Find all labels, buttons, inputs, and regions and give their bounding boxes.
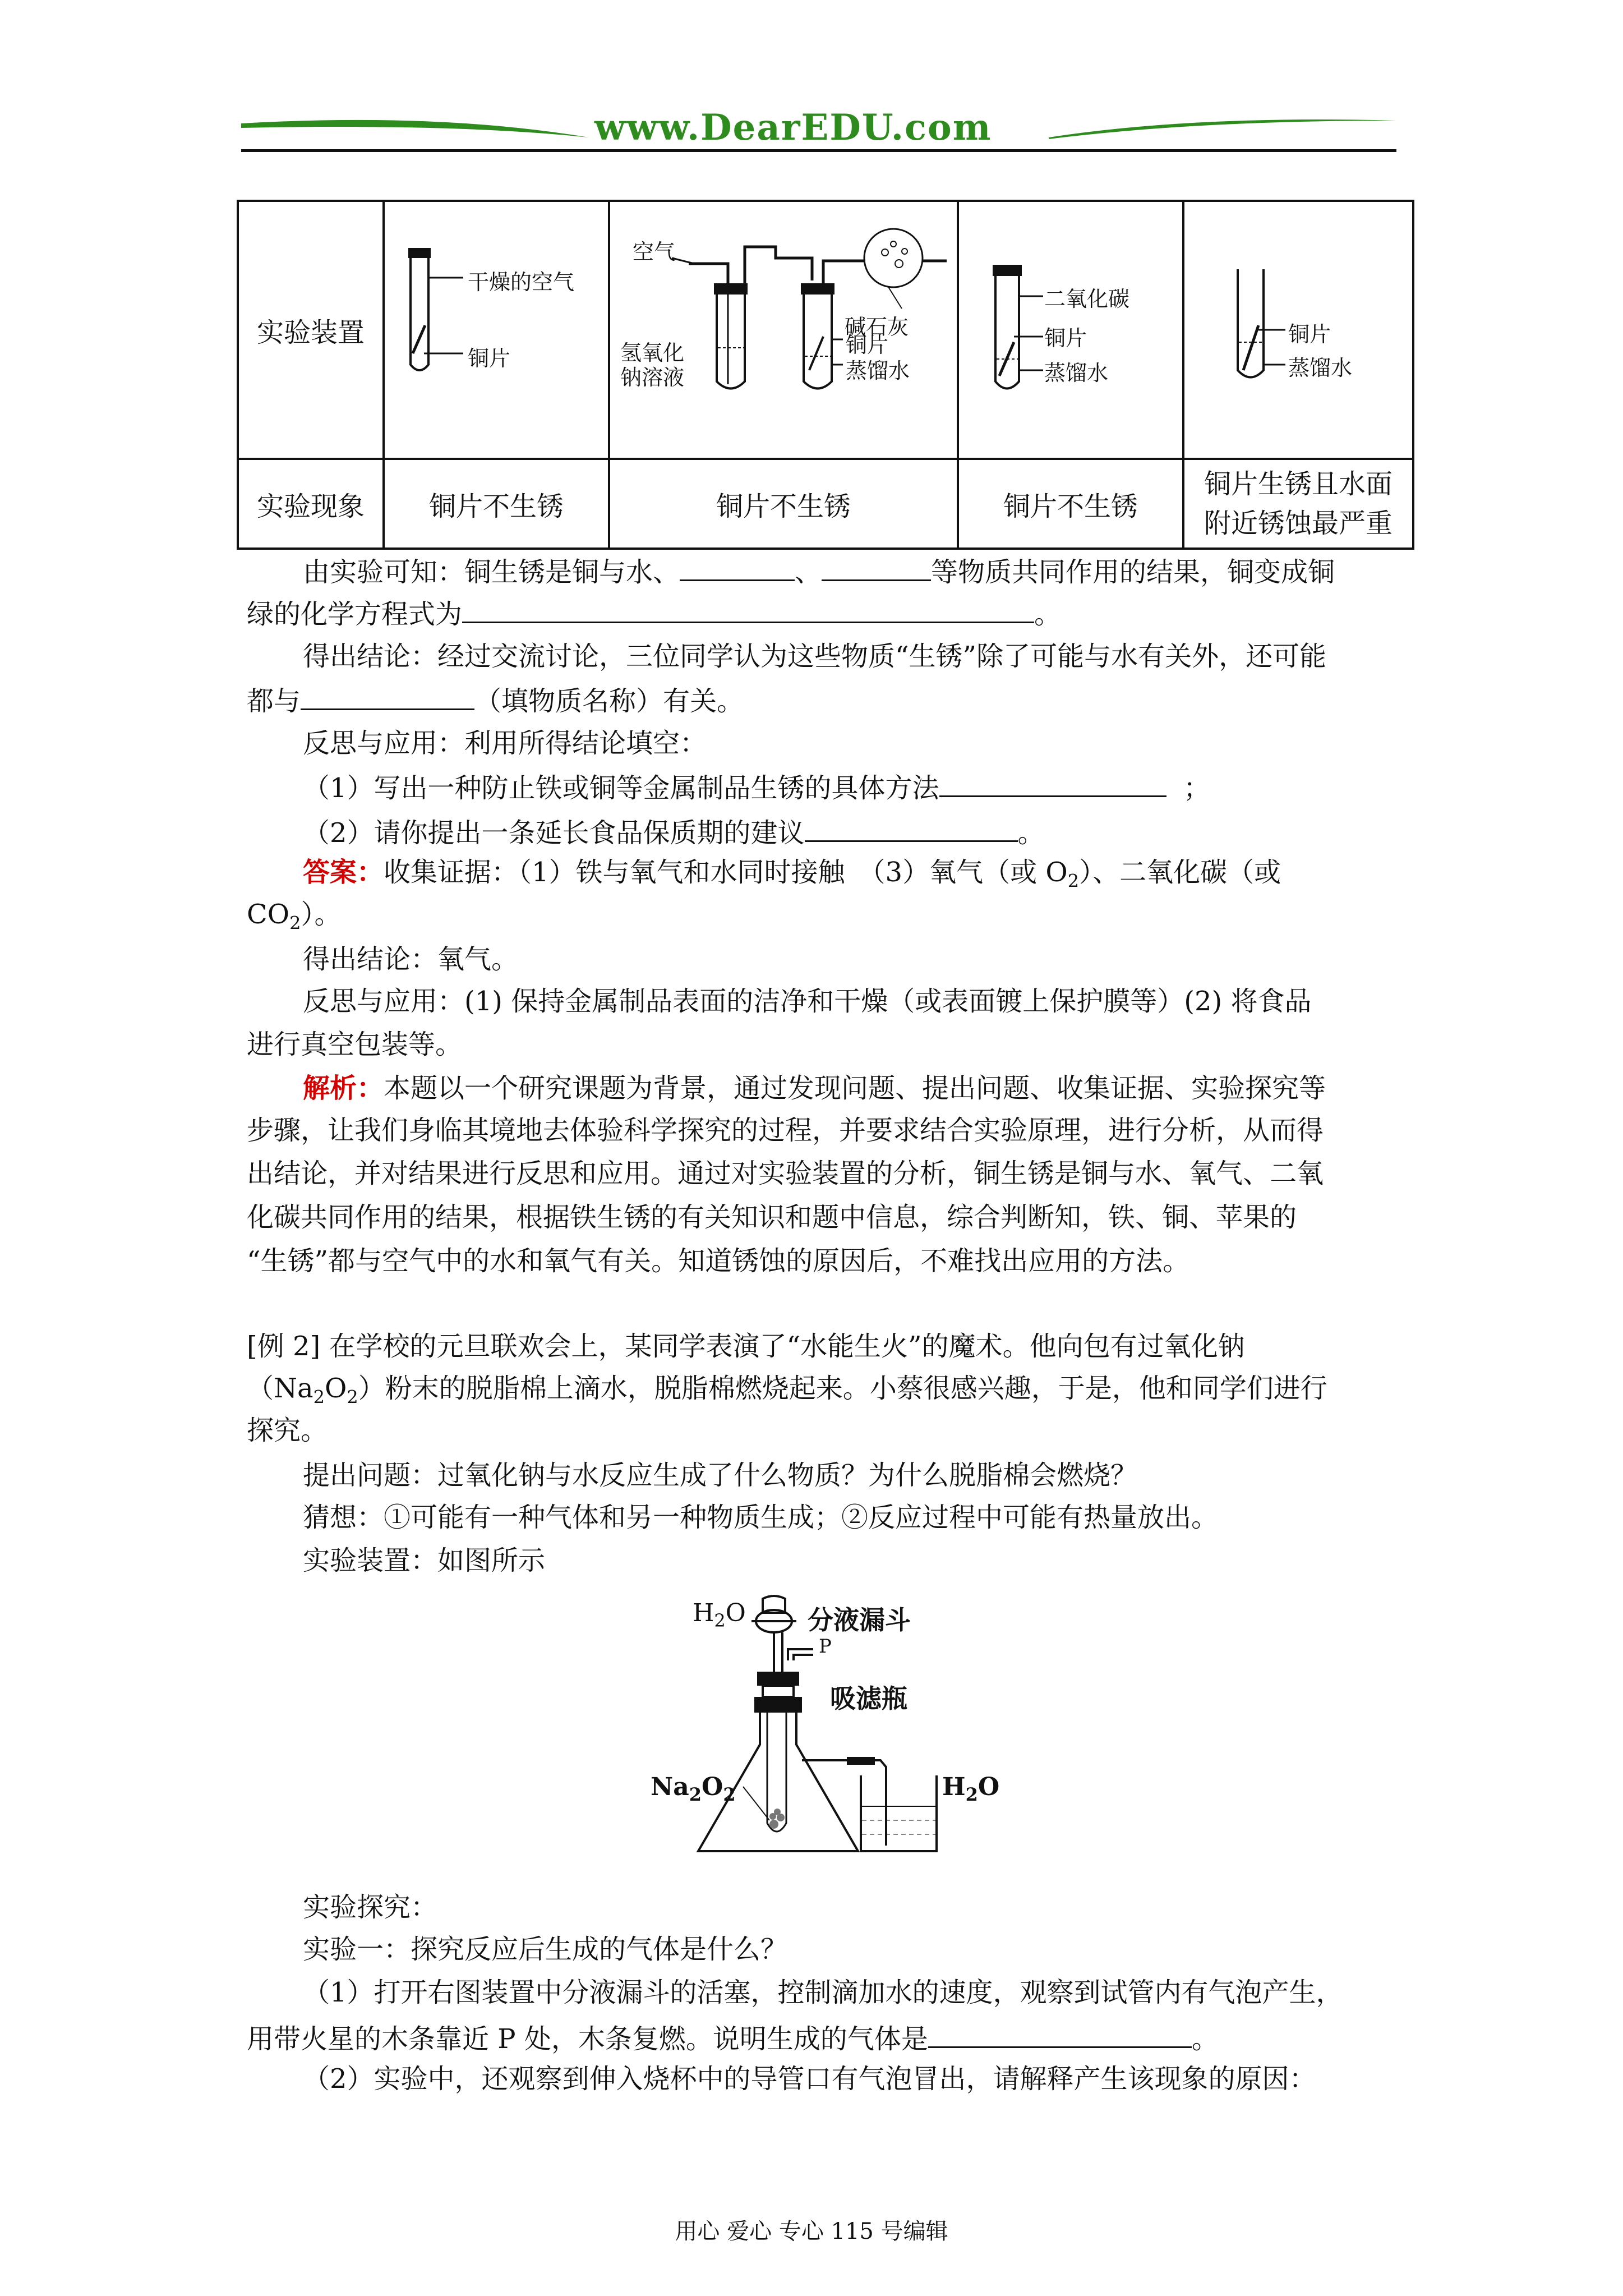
example-2-line-1: [例 2] 在学校的元旦联欢会上，某同学表演了“水能生火”的魔术。他向包有过氧化钠 xyxy=(247,1331,1245,1362)
para-3: 反思与应用：利用所得结论填空： xyxy=(303,728,707,759)
test-tube-dry-air-icon xyxy=(385,202,608,460)
analysis-line-2: 步骤，让我们身临其境地去体验科学探究的过程，并要求结合实验原理，进行分析，从而得 xyxy=(247,1115,1324,1146)
analysis-label: 解析： xyxy=(303,1073,384,1104)
label-air: 空气 xyxy=(633,240,676,264)
label-water-3: 蒸馏水 xyxy=(1044,361,1109,385)
label-co2: 二氧化碳 xyxy=(1044,287,1130,311)
label-naoh-2: 钠溶液 xyxy=(620,365,685,390)
explore-line: 实验探究： xyxy=(303,1892,438,1923)
label-filter-flask: 吸滤瓶 xyxy=(830,1683,907,1714)
site-header-text[interactable]: www.DearEDU.com xyxy=(594,107,992,149)
para-5: （2）请你提出一条延长食品保质期的建议 。 xyxy=(303,813,1045,850)
label-p: P xyxy=(819,1635,832,1658)
label-separatory-funnel: 分液漏斗 xyxy=(808,1605,911,1635)
apparatus-line: 实验装置：如图所示 xyxy=(303,1545,546,1576)
row-label-phenomenon: 实验现象 xyxy=(238,459,384,549)
label-copper-2: 铜片 xyxy=(846,333,889,357)
label-copper-1: 铜片 xyxy=(468,346,511,371)
label-dry-air: 干燥的空气 xyxy=(468,270,575,295)
para-2-line-2: 都与 （填物质名称）有关。 xyxy=(247,682,744,718)
experiment-table xyxy=(237,200,1414,550)
question-line: 提出问题：过氧化钠与水反应生成了什么物质？为什么脱脂棉会燃烧？ xyxy=(303,1460,1138,1491)
label-naoh-1: 氢氧化 xyxy=(620,341,685,365)
row-label-apparatus: 实验装置 xyxy=(238,201,384,459)
experiment-1-step-1b: 用带火星的木条靠近 P 处，木条复燃。说明生成的气体是 。 xyxy=(247,2019,1219,2056)
label-na2o2: $Na_2O_2$ xyxy=(651,1773,736,1805)
experiment-1-line: 实验一：探究反应后生成的气体是什么？ xyxy=(303,1934,788,1965)
result-3: 铜片不生锈 xyxy=(958,459,1183,549)
analysis-line-4: 化碳共同作用的结果，根据铁生锈的有关知识和题中信息，综合判断知，铁、铜、苹果的 xyxy=(247,1202,1297,1233)
label-soda-lime: 碱石灰 xyxy=(845,315,909,339)
site-header xyxy=(241,107,1396,157)
label-copper-3: 铜片 xyxy=(1044,326,1087,351)
label-h2o-funnel: $H_2O$ xyxy=(693,1599,746,1631)
label-water-4: 蒸馏水 xyxy=(1288,356,1353,380)
label-copper-4: 铜片 xyxy=(1288,322,1331,347)
analysis-line-3: 出结论，并对结果进行反思和应用。通过对实验装置的分析，铜生锈是铜与水、氧气、二氧 xyxy=(247,1158,1324,1189)
answer-line-4: 反思与应用：(1) 保持金属制品表面的洁净和干燥（或表面镀上保护膜等）(2) 将食品 xyxy=(303,986,1312,1017)
result-4: 铜片生锈且水面 附近锈蚀最严重 xyxy=(1183,459,1413,549)
para-1-line-2: 绿的化学方程式为 。 xyxy=(247,595,1061,631)
para-1-line-1: 由实验可知：铜生锈是铜与水、 、 等物质共同作用的结果，铜变成铜 xyxy=(303,553,1335,589)
result-1: 铜片不生锈 xyxy=(384,459,609,549)
page-footer: 用心 爱心 专心 115 号编辑 xyxy=(675,2219,948,2244)
analysis-line-1: 解析：本题以一个研究课题为背景，通过发现问题、提出问题、收集证据、实验探究等 xyxy=(303,1073,1326,1104)
para-4: （1）写出一种防止铁或铜等金属制品生锈的具体方法 ； xyxy=(303,769,1210,805)
label-water-2: 蒸馏水 xyxy=(846,358,910,383)
answer-line-3: 得出结论：氧气。 xyxy=(303,944,519,975)
analysis-line-5: “生锈”都与空气中的水和氧气有关。知道锈蚀的原因后，不难找出应用的方法。 xyxy=(247,1245,1190,1277)
para-2-line-1: 得出结论：经过交流讨论，三位同学认为这些物质“生锈”除了可能与水有关外，还可能 xyxy=(303,641,1327,672)
example-2-line-3: 探究。 xyxy=(247,1415,328,1446)
answer-label: 答案： xyxy=(303,857,384,888)
hypothesis-line: 猜想：①可能有一种气体和另一种物质生成；②反应过程中可能有热量放出。 xyxy=(303,1502,1219,1533)
answer-line-1: 答案：收集证据：（1）铁与氧气和水同时接触 （3）氧气（或 $O_2$）、二氧化碳（或 xyxy=(303,857,1281,892)
apparatus-4 xyxy=(1183,201,1413,459)
experiment-1-step-1: （1）打开右图装置中分液漏斗的活塞，控制滴加水的速度，观察到试管内有气泡产生， xyxy=(303,1977,1343,2008)
example-2-line-2: $(Na_2O_2)$粉末的脱脂棉上滴水，脱脂棉燃烧起来。小蔡很感兴趣，于是，他和同学们进行 xyxy=(247,1373,1327,1408)
result-2: 铜片不生锈 xyxy=(609,459,958,549)
answer-line-2: $CO_2$）。 xyxy=(247,899,342,934)
experiment-1-step-2: （2）实验中，还观察到伸入烧杯中的导管口有气泡冒出，请解释产生该现象的原因： xyxy=(303,2063,1316,2095)
apparatus-1 xyxy=(384,201,609,459)
filter-flask-figure xyxy=(645,1582,1026,1874)
label-h2o-beaker: $H_2O$ xyxy=(942,1773,1000,1805)
answer-line-5: 进行真空包装等。 xyxy=(247,1029,463,1060)
apparatus-3 xyxy=(958,201,1183,459)
apparatus-2 xyxy=(609,201,958,459)
